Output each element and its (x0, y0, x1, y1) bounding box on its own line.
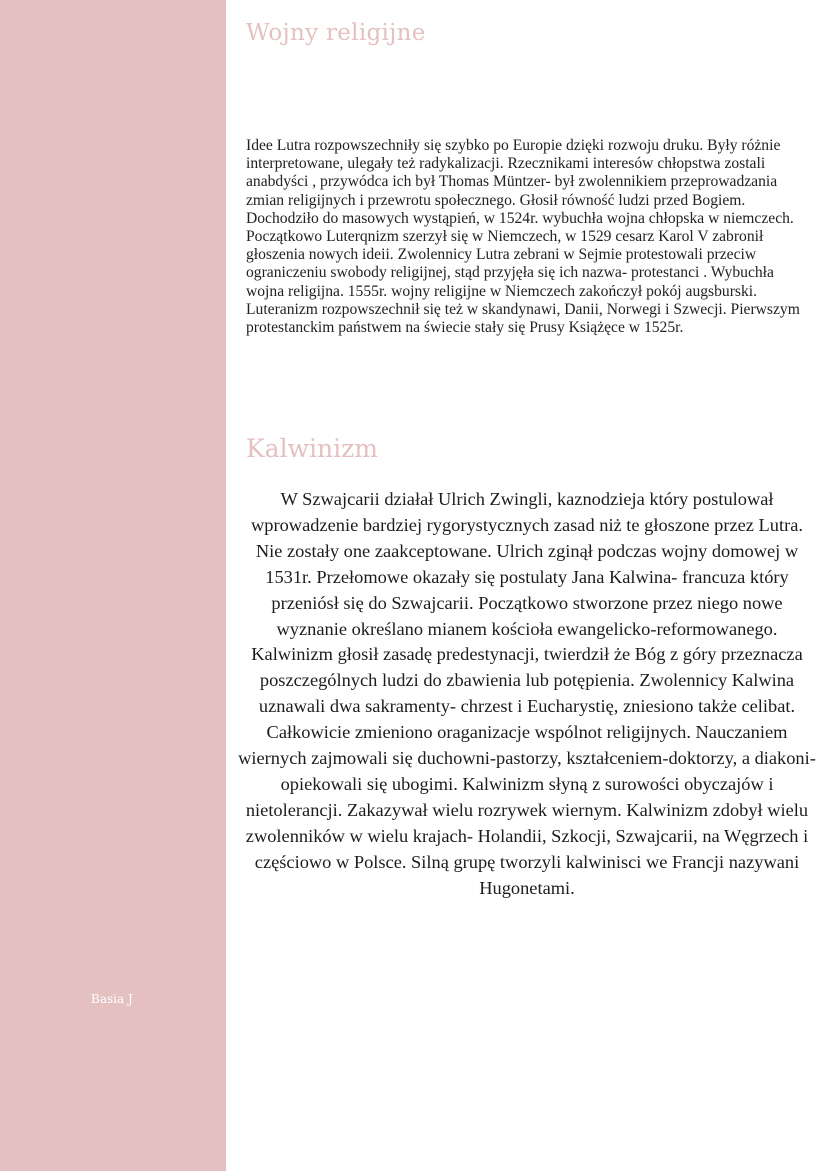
section-body-wojny-religijne: Idee Lutra rozpowszechniły się szybko po Europie dzięki rozwoju druku. Były różnie interpretowane, ulegały też radykalizacji. Rzecznikami interesów chłopstwa zostali anabdyści , przywódca ich był Thomas Müntzer- był zwolennikiem przeprowadzania zmian religijnych i przewrotu społecznego. Głosił równość ludzi przed Bogiem. Dochodziło do masowych wystąpień, w 1524r. wybuchła wojna chłopska w niemczech. Początkowo Luterqnizm szerzył się w Niemczech, w 1529 cesarz Karol V zabronił głoszenia nowych ideii. Zwolennicy Lutra zebrani w Sejmie protestowali przeciw ograniczeniu swobody religijnej, stąd przyjęła się ich nazwa- protestanci . Wybuchła wojna religijna. 1555r. wojny religijne w Niemczech zakończył pokój augsburski. Luteranizm rozpowszechnił się też w skandynawi, Danii, Norwegi i Szwecji. Pierwszym protestanckim państwem na świecie stały się Prusy Książęce w 1525r. (246, 137, 800, 337)
author-name: Basia J (91, 992, 133, 1006)
sidebar (0, 0, 226, 1171)
section-body-kalwinizm: W Szwajcarii działał Ulrich Zwingli, kaznodzieja który postulował wprowadzenie bardziej rygorystycznych zasad niż te głoszone przez Lutra. Nie zostały one zaakceptowane. Ulrich zginął podczas wojny domowej w 1531r. Przełomowe okazały się postulaty Jana Kalwina- francuza który przeniósł się do Szwajcarii. Początkowo stworzone przez niego nowe wyznanie określano mianem kościoła ewangelicko-reformowanego. Kalwinizm głosił zasadę predestynacji, twierdził że Bóg z góry przeznacza poszczególnych ludzi do zbawienia lub potępienia. Zwolennicy Kalwina uznawali dwa sakramenty- chrzest i Eucharystię, zniesiono także celibat. Całkowicie zmieniono oraganizacje wspólnot religijnych. Nauczaniem wiernych zajmowali się duchowni-pastorzy, kształceniem-doktorzy, a diakoni-opiekowali się ubogimi. Kalwinizm słyną z surowości obyczajów i nietolerancji. Zakazywał wielu rozrywek wiernym. Kalwinizm zdobył wielu zwolenników w wielu krajach- Holandii, Szkocji, Szwajcarii, na Węgrzech i częściowo w Polsce. Silną grupę tworzyli kalwinisci we Francji nazywani Hugonetami. (238, 489, 816, 898)
section-title-wojny-religijne: Wojny religijne (246, 20, 426, 46)
section-title-kalwinizm: Kalwinizm (246, 434, 378, 463)
